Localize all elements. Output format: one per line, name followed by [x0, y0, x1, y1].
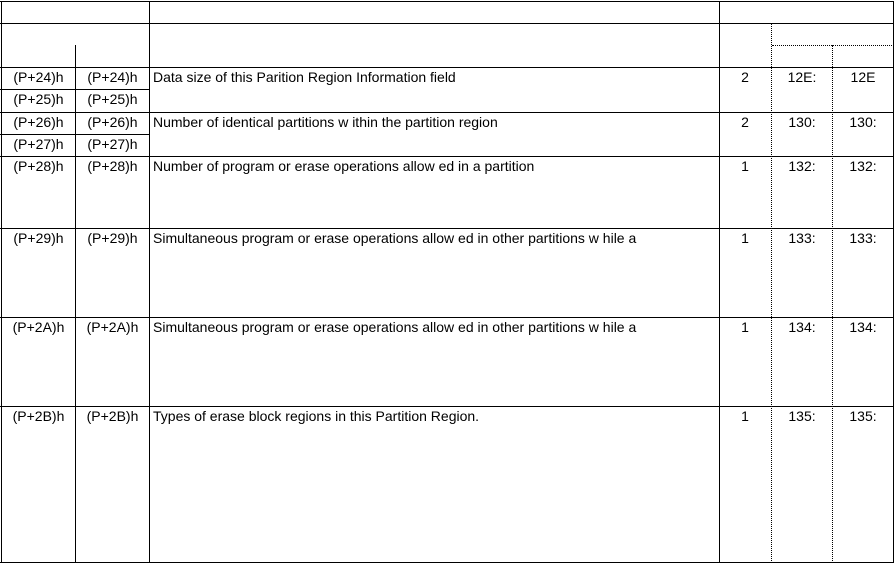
value-cell: 134: [849, 319, 877, 335]
value-cell: 133: [788, 230, 816, 246]
col-divider-val2 [832, 45, 833, 563]
addr-cell: (P+25)h [87, 91, 138, 107]
addr-cell: (P+2A)h [86, 319, 139, 335]
table-top-border [0, 1, 894, 2]
col-divider-desc [149, 1, 150, 563]
value-cell: 135: [788, 408, 816, 424]
length-cell: 2 [741, 69, 749, 85]
value-cell: 134: [788, 319, 816, 335]
row-divider-28 [0, 156, 894, 157]
length-cell: 1 [741, 158, 749, 174]
header-divider [0, 23, 894, 24]
row-divider-29 [0, 228, 894, 229]
table-left-border [1, 1, 2, 563]
addr-cell: (P+26)h [13, 114, 64, 130]
description-cell: Simultaneous program or erase operations allow ed in other partitions w hile a [153, 319, 637, 335]
addr-cell: (P+28)h [87, 158, 138, 174]
addr-cell: (P+24)h [87, 69, 138, 85]
addr-cell: (P+29)h [13, 230, 64, 246]
addr-cell: (P+2B)h [86, 408, 139, 424]
row-divider-2a [0, 317, 894, 318]
col-divider-val1 [771, 23, 772, 563]
addr-cell: (P+29)h [87, 230, 138, 246]
value-cell: 12E [850, 69, 876, 85]
addr-cell: (P+24)h [13, 69, 64, 85]
addr-cell: (P+25)h [13, 91, 64, 107]
addr-cell: (P+27)h [87, 136, 138, 152]
value-cell: 130: [788, 114, 816, 130]
description-cell: Number of program or erase operations allow ed in a partition [153, 158, 535, 174]
description-cell: Types of erase block regions in this Partition Region. [153, 408, 480, 424]
addr-cell: (P+27)h [13, 136, 64, 152]
addr-cell: (P+2B)h [12, 408, 65, 424]
value-cell: 132: [788, 158, 816, 174]
value-cell: 133: [849, 230, 877, 246]
length-cell: 1 [741, 408, 749, 424]
row-divider-2b [0, 406, 894, 407]
addr-cell: (P+26)h [87, 114, 138, 130]
description-cell: Data size of this Parition Region Information field [153, 69, 456, 85]
description-cell: Number of identical partitions w ithin the partition region [153, 114, 498, 130]
value-cell: 12E: [787, 69, 817, 85]
length-cell: 1 [741, 319, 749, 335]
value-cell: 135: [849, 408, 877, 424]
length-cell: 1 [741, 230, 749, 246]
table-bottom-border [0, 562, 894, 563]
header-subdivider [772, 45, 894, 46]
description-cell: Simultaneous program or erase operations allow ed in other partitions w hile a [153, 230, 637, 246]
col-divider-length [719, 1, 720, 563]
addr-cell: (P+2A)h [12, 319, 65, 335]
length-cell: 2 [741, 114, 749, 130]
value-cell: 130: [849, 114, 877, 130]
value-cell: 132: [849, 158, 877, 174]
header-bottom-border [0, 67, 894, 68]
addr-cell: (P+28)h [13, 158, 64, 174]
row-divider-26 [0, 112, 894, 113]
